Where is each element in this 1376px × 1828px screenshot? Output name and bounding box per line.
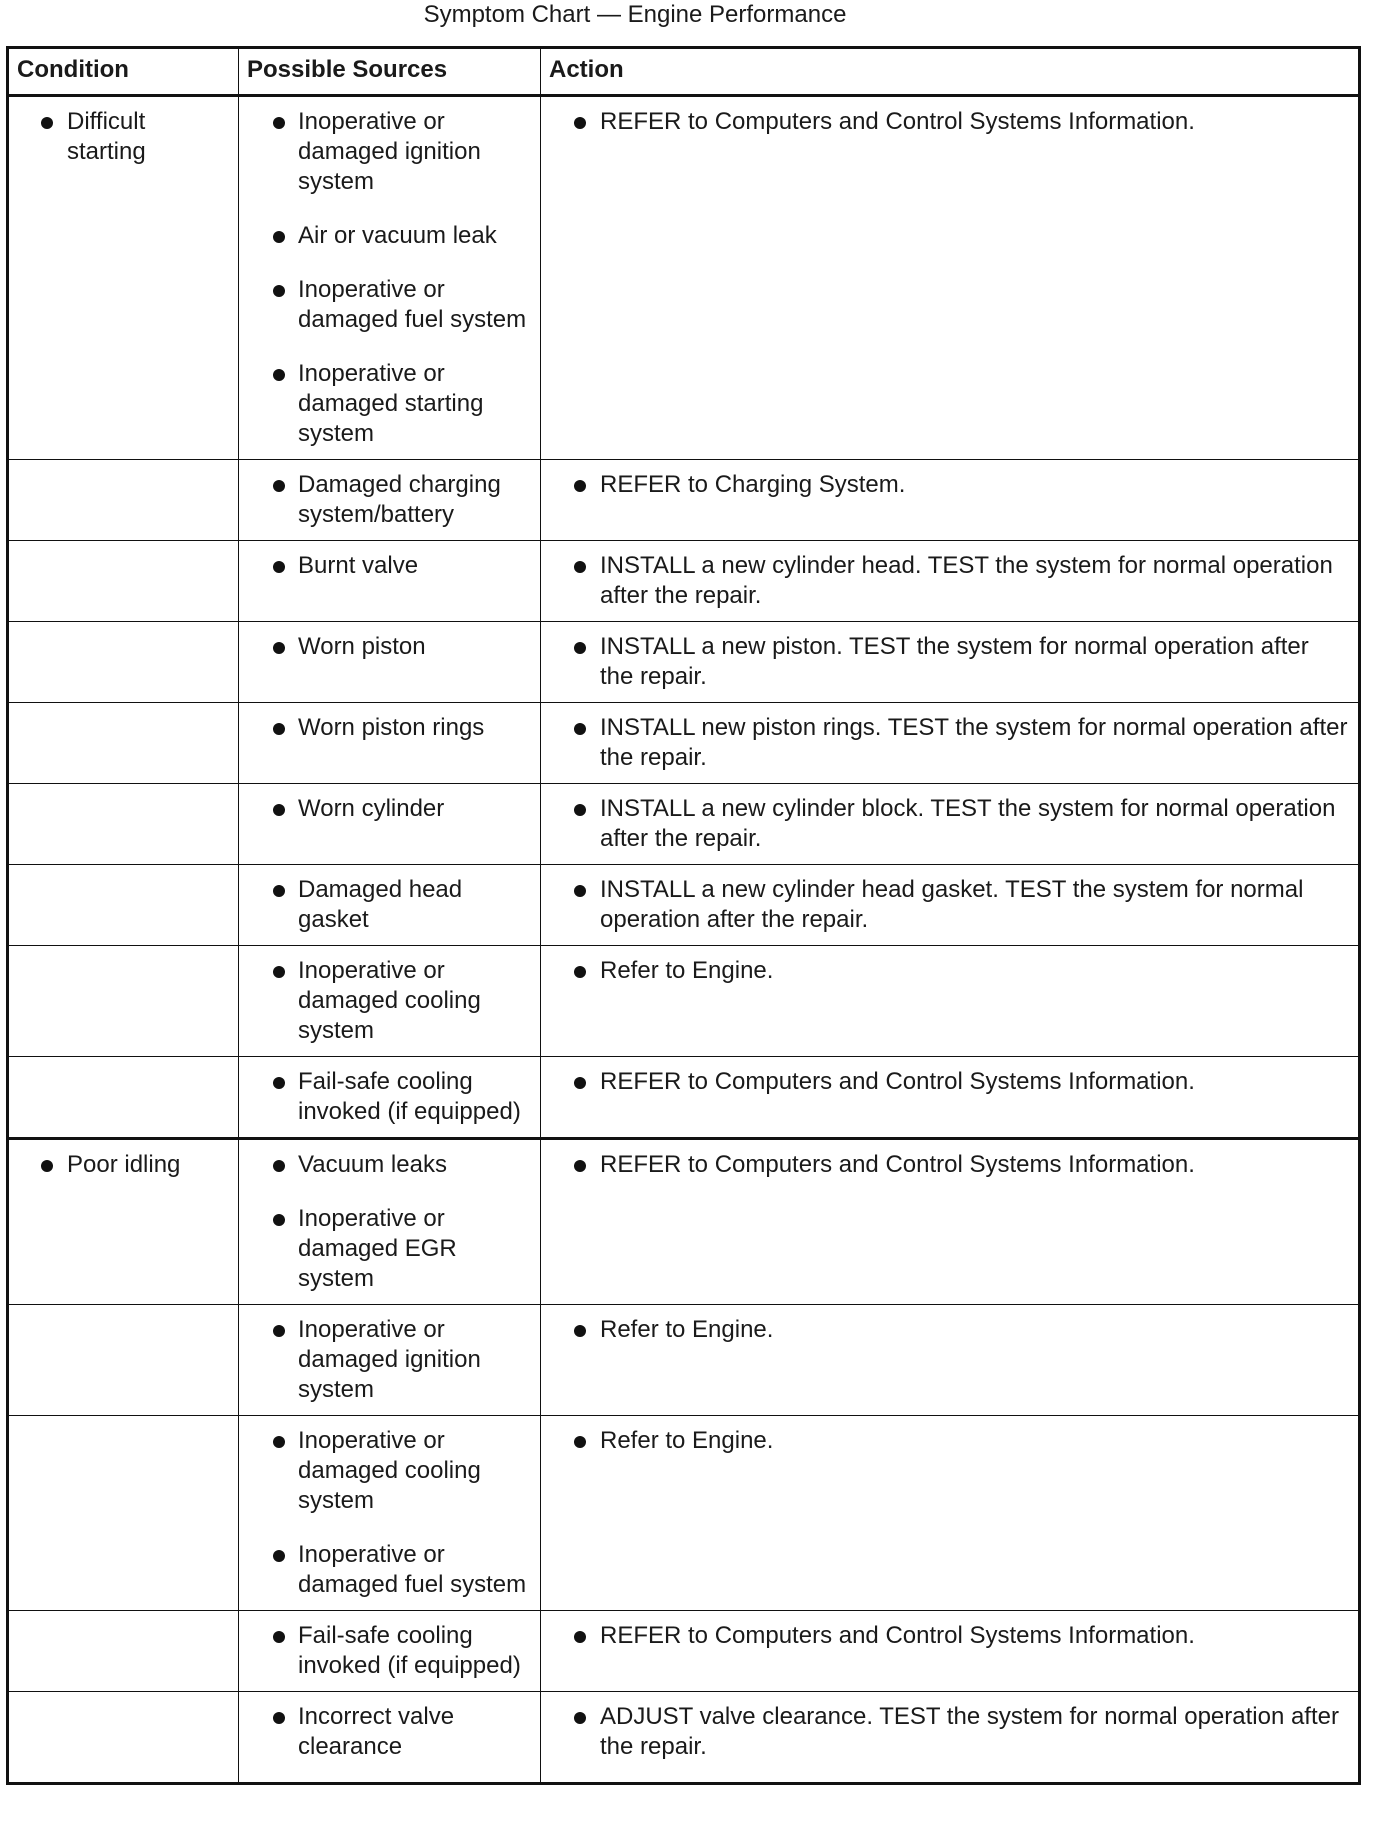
bullet-icon	[574, 1712, 586, 1724]
possible-source-text: Worn cylinder	[298, 795, 445, 822]
action-cell	[541, 1305, 1360, 1416]
condition-cell	[8, 1416, 239, 1611]
table-row	[8, 1057, 1360, 1139]
condition-cell	[8, 946, 239, 1057]
bullet-icon	[273, 1436, 285, 1448]
possible-source-text: Inoperative or damaged ignition system	[298, 108, 481, 195]
action-item	[549, 632, 1348, 692]
action-cell	[541, 541, 1360, 622]
action-cell	[541, 622, 1360, 703]
bullet-icon	[41, 1160, 53, 1172]
action-cell	[541, 784, 1360, 865]
possible-source-item	[247, 470, 530, 530]
possible-source-text: Worn piston rings	[298, 714, 485, 741]
action-cell	[541, 946, 1360, 1057]
possible-source-text: Inoperative or damaged ignition system	[298, 1316, 481, 1403]
bullet-icon	[273, 1712, 285, 1724]
action-cell	[541, 1057, 1360, 1139]
possible-source-text: Inoperative or damaged cooling system	[298, 957, 481, 1044]
possible-source-item	[247, 1315, 530, 1405]
condition-cell	[8, 703, 239, 784]
table-row	[8, 96, 1360, 460]
condition-cell	[8, 1305, 239, 1416]
condition-cell	[8, 865, 239, 946]
action-text: ADJUST valve clearance. TEST the system for normal operation after the repair.	[600, 1703, 1339, 1760]
possible-sources-cell	[239, 96, 541, 460]
action-cell	[541, 1611, 1360, 1692]
bullet-icon	[273, 561, 285, 573]
possible-source-text: Fail-safe cooling invoked (if equipped)	[298, 1068, 521, 1125]
table-row	[8, 1611, 1360, 1692]
condition-item	[17, 1150, 228, 1180]
bullet-icon	[273, 480, 285, 492]
bullet-icon	[273, 1631, 285, 1643]
action-item	[549, 713, 1348, 773]
action-text: INSTALL a new piston. TEST the system for normal operation after the repair.	[600, 633, 1309, 690]
possible-source-text: Air or vacuum leak	[298, 222, 497, 249]
table-row	[8, 541, 1360, 622]
possible-source-item	[247, 275, 530, 335]
bullet-icon	[273, 804, 285, 816]
table-body	[8, 96, 1360, 1784]
condition-text: Poor idling	[67, 1151, 181, 1178]
bullet-icon	[574, 1077, 586, 1089]
possible-source-text: Inoperative or damaged fuel system	[298, 1541, 527, 1598]
possible-source-item	[247, 1621, 530, 1681]
possible-source-text: Incorrect valve clearance	[298, 1703, 455, 1760]
column-header-action: Action	[541, 48, 1360, 96]
action-text: INSTALL a new cylinder block. TEST the system for normal operation after the repair.	[600, 795, 1336, 852]
possible-source-item	[247, 1150, 530, 1180]
bullet-icon	[273, 1325, 285, 1337]
table-row	[8, 1692, 1360, 1784]
action-item	[549, 470, 1348, 500]
action-item	[549, 875, 1348, 935]
table-row	[8, 1416, 1360, 1611]
action-cell	[541, 96, 1360, 460]
action-text: REFER to Computers and Control Systems Information.	[600, 1151, 1195, 1178]
possible-sources-cell	[239, 865, 541, 946]
possible-sources-cell	[239, 622, 541, 703]
column-header-possible-sources: Possible Sources	[239, 48, 541, 96]
condition-cell	[8, 1139, 239, 1305]
bullet-icon	[273, 966, 285, 978]
action-text: REFER to Charging System.	[600, 471, 906, 498]
possible-source-text: Burnt valve	[298, 552, 419, 579]
possible-source-item	[247, 794, 530, 824]
bullet-icon	[273, 723, 285, 735]
bullet-icon	[273, 117, 285, 129]
symptom-chart-table	[6, 46, 1361, 1785]
possible-source-text: Inoperative or damaged starting system	[298, 360, 484, 447]
action-cell	[541, 703, 1360, 784]
action-item	[549, 1621, 1348, 1651]
bullet-icon	[574, 1631, 586, 1643]
page-title: Symptom Chart — Engine Performance	[423, 1, 847, 28]
action-item	[549, 551, 1348, 611]
possible-source-item	[247, 1067, 530, 1127]
possible-source-text: Inoperative or damaged fuel system	[298, 276, 527, 333]
action-text: Refer to Engine.	[600, 1427, 774, 1454]
possible-sources-cell	[239, 1305, 541, 1416]
possible-sources-cell	[239, 703, 541, 784]
possible-sources-cell	[239, 1139, 541, 1305]
action-text: INSTALL a new cylinder head gasket. TEST the system for normal operation after the repair.	[600, 876, 1304, 933]
possible-source-text: Inoperative or damaged cooling system	[298, 1427, 481, 1514]
possible-source-item	[247, 551, 530, 581]
action-cell	[541, 1692, 1360, 1784]
action-text: REFER to Computers and Control Systems Information.	[600, 108, 1195, 135]
action-cell	[541, 1416, 1360, 1611]
table-row	[8, 1305, 1360, 1416]
table-row	[8, 1139, 1360, 1305]
condition-text: Difficult starting	[67, 108, 146, 165]
bullet-icon	[574, 1160, 586, 1172]
bullet-icon	[273, 1550, 285, 1562]
bullet-icon	[574, 966, 586, 978]
condition-cell	[8, 784, 239, 865]
bullet-icon	[273, 1077, 285, 1089]
bullet-icon	[41, 117, 53, 129]
possible-source-item	[247, 107, 530, 197]
bullet-icon	[574, 723, 586, 735]
action-cell	[541, 865, 1360, 946]
action-cell	[541, 460, 1360, 541]
possible-sources-cell	[239, 541, 541, 622]
action-item	[549, 107, 1348, 137]
action-item	[549, 794, 1348, 854]
possible-source-text: Damaged head gasket	[298, 876, 463, 933]
column-header-condition: Condition	[8, 48, 239, 96]
condition-item	[17, 107, 228, 167]
bullet-icon	[574, 642, 586, 654]
action-item	[549, 1315, 1348, 1345]
action-text: REFER to Computers and Control Systems Information.	[600, 1068, 1195, 1095]
possible-sources-cell	[239, 1416, 541, 1611]
possible-source-item	[247, 221, 530, 251]
bullet-icon	[273, 285, 285, 297]
action-text: Refer to Engine.	[600, 957, 774, 984]
table-header-row	[8, 48, 1360, 96]
bullet-icon	[273, 642, 285, 654]
action-text: INSTALL new piston rings. TEST the system for normal operation after the repair.	[600, 714, 1348, 771]
action-item	[549, 1067, 1348, 1097]
bullet-icon	[273, 885, 285, 897]
action-item	[549, 1426, 1348, 1456]
bullet-icon	[574, 1436, 586, 1448]
possible-sources-cell	[239, 946, 541, 1057]
possible-source-item	[247, 1426, 530, 1516]
possible-source-text: Inoperative or damaged EGR system	[298, 1205, 457, 1292]
condition-cell	[8, 1611, 239, 1692]
bullet-icon	[574, 804, 586, 816]
condition-cell	[8, 460, 239, 541]
table-row	[8, 946, 1360, 1057]
table-row	[8, 460, 1360, 541]
bullet-icon	[574, 480, 586, 492]
possible-sources-cell	[239, 1057, 541, 1139]
table-row	[8, 703, 1360, 784]
action-text: Refer to Engine.	[600, 1316, 774, 1343]
possible-source-text: Worn piston	[298, 633, 426, 660]
possible-sources-cell	[239, 460, 541, 541]
condition-cell	[8, 541, 239, 622]
possible-source-item	[247, 359, 530, 449]
possible-sources-cell	[239, 1692, 541, 1784]
bullet-icon	[574, 117, 586, 129]
possible-source-item	[247, 875, 530, 935]
condition-cell	[8, 1692, 239, 1784]
table-row	[8, 784, 1360, 865]
action-text: REFER to Computers and Control Systems Information.	[600, 1622, 1195, 1649]
possible-source-item	[247, 1540, 530, 1600]
table-row	[8, 865, 1360, 946]
possible-source-item	[247, 956, 530, 1046]
bullet-icon	[273, 231, 285, 243]
condition-cell	[8, 1057, 239, 1139]
action-item	[549, 1150, 1348, 1180]
possible-source-text: Vacuum leaks	[298, 1151, 447, 1178]
possible-source-item	[247, 632, 530, 662]
condition-cell	[8, 622, 239, 703]
table-row	[8, 622, 1360, 703]
action-cell	[541, 1139, 1360, 1305]
action-item	[549, 956, 1348, 986]
action-item	[549, 1702, 1348, 1762]
bullet-icon	[574, 1325, 586, 1337]
action-text: INSTALL a new cylinder head. TEST the system for normal operation after the repair.	[600, 552, 1333, 609]
possible-source-item	[247, 713, 530, 743]
bullet-icon	[273, 369, 285, 381]
bullet-icon	[273, 1214, 285, 1226]
possible-source-text: Damaged charging system/battery	[298, 471, 501, 528]
possible-source-item	[247, 1204, 530, 1294]
possible-source-text: Fail-safe cooling invoked (if equipped)	[298, 1622, 521, 1679]
possible-sources-cell	[239, 1611, 541, 1692]
bullet-icon	[574, 885, 586, 897]
possible-sources-cell	[239, 784, 541, 865]
bullet-icon	[273, 1160, 285, 1172]
bullet-icon	[574, 561, 586, 573]
condition-cell	[8, 96, 239, 460]
possible-source-item	[247, 1702, 530, 1762]
